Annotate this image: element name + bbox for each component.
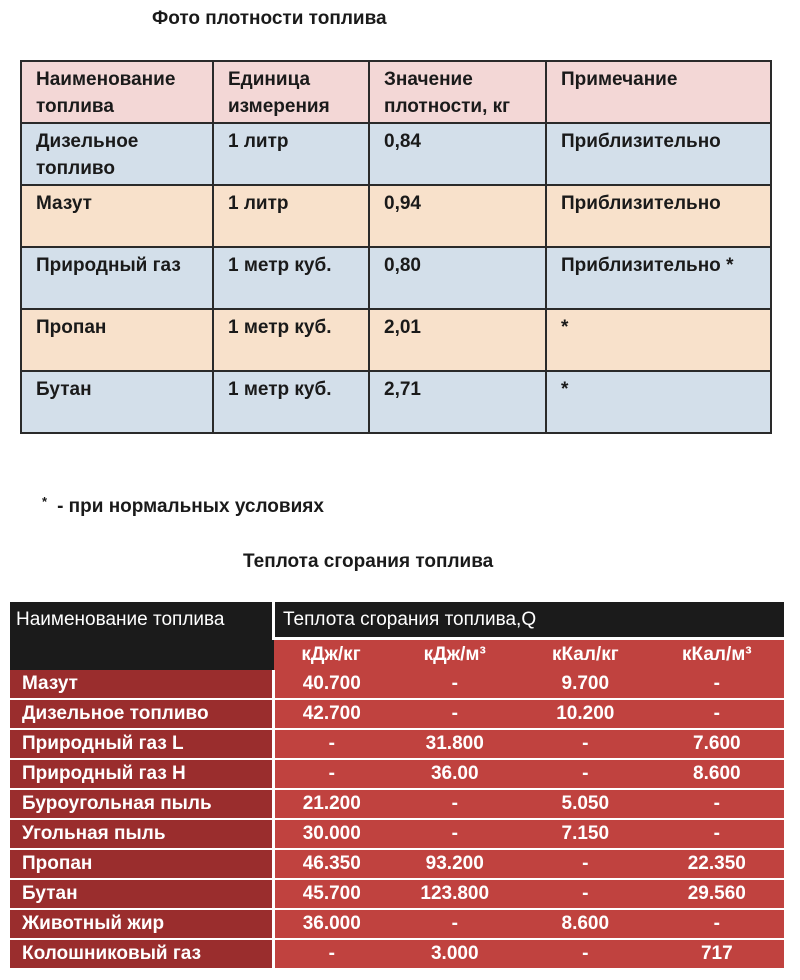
table-row xyxy=(10,849,784,879)
value-kj-m3: - xyxy=(389,699,521,729)
fuel-name: Животный жир xyxy=(10,909,274,939)
value-kj-m3: - xyxy=(389,670,521,699)
table-row xyxy=(10,909,784,939)
footnote-mark: * xyxy=(42,494,48,509)
fuel-unit: 1 метр куб. xyxy=(213,309,369,371)
fuel-density: 2,01 xyxy=(369,309,546,371)
fuel-name: Пропан xyxy=(10,849,274,879)
value-kcal-kg: 5.050 xyxy=(521,789,650,819)
value-kj-m3: - xyxy=(389,909,521,939)
value-kj-kg: - xyxy=(274,729,389,759)
value-kj-m3: - xyxy=(389,819,521,849)
table-row xyxy=(21,185,771,247)
value-kj-kg: 36.000 xyxy=(274,909,389,939)
value-kj-m3: 3.000 xyxy=(389,939,521,969)
fuel-name: Дизельное топливо xyxy=(21,123,213,185)
fuel-name: Природный газ L xyxy=(10,729,274,759)
value-kcal-m3: 8.600 xyxy=(650,759,784,789)
fuel-name: Бутан xyxy=(10,879,274,909)
footnote-text: - при нормальных условиях xyxy=(57,496,324,517)
header-heat-value: Теплота сгорания топлива,Q xyxy=(274,602,785,639)
value-kcal-m3: 717 xyxy=(650,939,784,969)
value-kcal-kg: - xyxy=(521,849,650,879)
table-row xyxy=(10,729,784,759)
unit-kcal-kg: кКал/кг xyxy=(521,639,650,671)
unit-kcal-m3: кКал/м³ xyxy=(650,639,784,671)
value-kj-m3: - xyxy=(389,789,521,819)
table-row xyxy=(10,699,784,729)
header-fuel-name: Наименование топлива xyxy=(10,602,274,670)
header-unit: Единица измерения xyxy=(213,61,369,123)
fuel-name: Природный газ H xyxy=(10,759,274,789)
table-row xyxy=(21,247,771,309)
table-header-row xyxy=(21,61,771,123)
fuel-density: 0,94 xyxy=(369,185,546,247)
fuel-name: Колошниковый газ xyxy=(10,939,274,969)
table-row xyxy=(21,309,771,371)
table-row xyxy=(10,939,784,969)
fuel-name: Буроугольная пыль xyxy=(10,789,274,819)
value-kj-kg: 30.000 xyxy=(274,819,389,849)
table-row xyxy=(10,819,784,849)
value-kcal-kg: 9.700 xyxy=(521,670,650,699)
value-kcal-m3: - xyxy=(650,789,784,819)
density-table xyxy=(20,60,772,434)
value-kj-m3: 31.800 xyxy=(389,729,521,759)
fuel-density: 2,71 xyxy=(369,371,546,433)
value-kj-kg: 21.200 xyxy=(274,789,389,819)
value-kcal-m3: 29.560 xyxy=(650,879,784,909)
value-kcal-m3: - xyxy=(650,819,784,849)
fuel-density: 0,80 xyxy=(369,247,546,309)
table-row xyxy=(10,759,784,789)
value-kj-kg: - xyxy=(274,939,389,969)
fuel-density: 0,84 xyxy=(369,123,546,185)
value-kcal-kg: - xyxy=(521,879,650,909)
value-kcal-m3: 22.350 xyxy=(650,849,784,879)
value-kj-kg: 40.700 xyxy=(274,670,389,699)
fuel-name: Мазут xyxy=(21,185,213,247)
fuel-name: Угольная пыль xyxy=(10,819,274,849)
fuel-name: Природный газ xyxy=(21,247,213,309)
value-kcal-kg: 7.150 xyxy=(521,819,650,849)
table-row xyxy=(21,371,771,433)
value-kj-kg: - xyxy=(274,759,389,789)
value-kj-kg: 46.350 xyxy=(274,849,389,879)
density-title: Фото плотности топлива xyxy=(152,8,387,29)
fuel-unit: 1 метр куб. xyxy=(213,371,369,433)
fuel-name: Мазут xyxy=(10,670,274,699)
fuel-note: Приблизительно xyxy=(546,123,771,185)
value-kcal-m3: - xyxy=(650,699,784,729)
value-kcal-kg: - xyxy=(521,759,650,789)
value-kj-m3: 93.200 xyxy=(389,849,521,879)
fuel-name: Бутан xyxy=(21,371,213,433)
table-row xyxy=(10,670,784,699)
value-kcal-kg: - xyxy=(521,729,650,759)
unit-kj-kg: кДж/кг xyxy=(274,639,389,671)
value-kcal-m3: - xyxy=(650,670,784,699)
fuel-note: * xyxy=(546,371,771,433)
value-kj-kg: 42.700 xyxy=(274,699,389,729)
fuel-unit: 1 литр xyxy=(213,185,369,247)
header-fuel-name: Наименование топлива xyxy=(21,61,213,123)
header-density-value: Значение плотности, кг xyxy=(369,61,546,123)
footnote xyxy=(42,494,324,518)
fuel-name: Дизельное топливо xyxy=(10,699,274,729)
header-note: Примечание xyxy=(546,61,771,123)
value-kcal-kg: 8.600 xyxy=(521,909,650,939)
value-kcal-kg: 10.200 xyxy=(521,699,650,729)
unit-kj-m3: кДж/м³ xyxy=(389,639,521,671)
heat-title: Теплота сгорания топлива xyxy=(243,551,494,572)
value-kj-m3: 123.800 xyxy=(389,879,521,909)
value-kj-m3: 36.00 xyxy=(389,759,521,789)
value-kj-kg: 45.700 xyxy=(274,879,389,909)
heat-table xyxy=(10,602,784,970)
value-kcal-m3: - xyxy=(650,909,784,939)
fuel-name: Пропан xyxy=(21,309,213,371)
fuel-unit: 1 литр xyxy=(213,123,369,185)
fuel-unit: 1 метр куб. xyxy=(213,247,369,309)
table-row xyxy=(10,879,784,909)
table-row xyxy=(21,123,771,185)
fuel-note: Приблизительно xyxy=(546,185,771,247)
table-row xyxy=(10,789,784,819)
fuel-note: Приблизительно * xyxy=(546,247,771,309)
fuel-note: * xyxy=(546,309,771,371)
value-kcal-m3: 7.600 xyxy=(650,729,784,759)
value-kcal-kg: - xyxy=(521,939,650,969)
